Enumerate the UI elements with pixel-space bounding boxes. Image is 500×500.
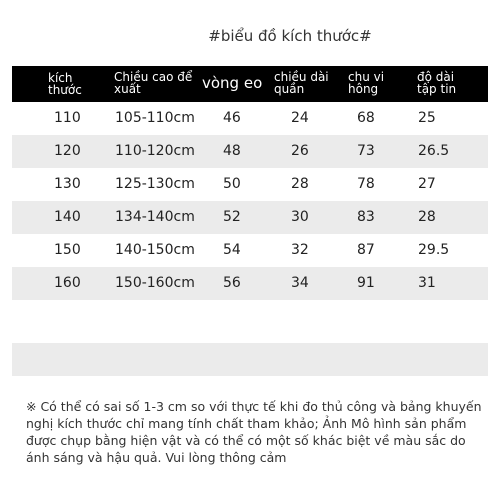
cell-size: 130: [54, 176, 81, 192]
table-row: [12, 168, 488, 201]
cell-waist: 46: [223, 110, 241, 126]
cell-size: 160: [54, 275, 81, 291]
cell-height: 134-140cm: [115, 209, 195, 225]
header-size: kích thước: [48, 71, 82, 97]
cell-height: 110-120cm: [115, 143, 195, 159]
cell-waist: 54: [223, 242, 241, 258]
page-title: #biểu đồ kích thước#: [208, 27, 372, 45]
cell-length: 30: [291, 209, 309, 225]
cell-hip: 68: [357, 110, 375, 126]
cell-hip: 78: [357, 176, 375, 192]
header-hip: chu vi hông: [348, 70, 385, 96]
cell-height: 125-130cm: [115, 176, 195, 192]
cell-waist: 56: [223, 275, 241, 291]
header-waist: vòng eo: [202, 74, 263, 92]
cell-thigh: 29.5: [418, 242, 450, 258]
disclaimer-note: ※ Có thể có sai số 1-3 cm so với thực tế khi đo thủ công và bảng khuyến nghị kích thước chỉ mang tính chất tham khảo; Ảnh Mô hình sản phẩm được chụp bằng hiện vật và có thể có một số khác biệt về màu sắc do ánh sáng và hậu quả. Vui lòng thông cảm: [26, 399, 482, 465]
cell-size: 120: [54, 143, 81, 159]
cell-height: 140-150cm: [115, 242, 195, 258]
cell-thigh: 28: [418, 209, 436, 225]
cell-thigh: 31: [418, 275, 436, 291]
cell-height: 105-110cm: [115, 110, 195, 126]
table-row: [12, 201, 488, 234]
blank-row: [12, 343, 488, 376]
header-height: Chiều cao để xuất: [114, 70, 193, 96]
cell-length: 28: [291, 176, 309, 192]
table-row: [12, 135, 488, 168]
header-length: chiều dài quần: [274, 70, 329, 96]
cell-length: 24: [291, 110, 309, 126]
cell-waist: 50: [223, 176, 241, 192]
cell-thigh: 26.5: [418, 143, 450, 159]
cell-height: 150-160cm: [115, 275, 195, 291]
cell-length: 34: [291, 275, 309, 291]
cell-hip: 83: [357, 209, 375, 225]
cell-size: 140: [54, 209, 81, 225]
cell-hip: 91: [357, 275, 375, 291]
table-body: [12, 102, 488, 300]
cell-length: 26: [291, 143, 309, 159]
cell-size: 150: [54, 242, 81, 258]
cell-waist: 48: [223, 143, 241, 159]
header-thigh: độ dài tập tin: [417, 70, 457, 96]
table-row: [12, 102, 488, 135]
table-row: [12, 267, 488, 300]
size-table: [12, 66, 488, 300]
cell-thigh: 27: [418, 176, 436, 192]
cell-length: 32: [291, 242, 309, 258]
cell-hip: 73: [357, 143, 375, 159]
cell-thigh: 25: [418, 110, 436, 126]
cell-size: 110: [54, 110, 81, 126]
table-header: [12, 66, 488, 102]
table-row: [12, 234, 488, 267]
cell-hip: 87: [357, 242, 375, 258]
cell-waist: 52: [223, 209, 241, 225]
